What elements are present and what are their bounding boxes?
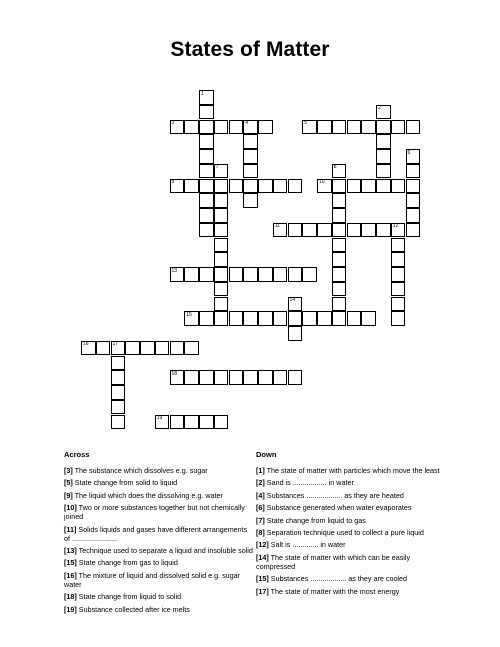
grid-cell[interactable] bbox=[155, 341, 170, 356]
grid-cell[interactable] bbox=[391, 267, 406, 282]
grid-cell[interactable] bbox=[317, 311, 332, 326]
grid-cell[interactable] bbox=[243, 267, 258, 282]
grid-cell[interactable] bbox=[347, 311, 362, 326]
clue-number-label: [18] bbox=[64, 592, 77, 602]
clue-number-label: [6] bbox=[256, 503, 265, 513]
grid-cell[interactable] bbox=[199, 134, 214, 149]
grid-cell[interactable] bbox=[332, 267, 347, 282]
grid-cell[interactable] bbox=[258, 370, 273, 385]
grid-cell[interactable] bbox=[302, 223, 317, 238]
grid-cell[interactable] bbox=[170, 370, 185, 385]
grid-cell[interactable] bbox=[406, 164, 421, 179]
grid-cell[interactable] bbox=[199, 415, 214, 430]
clue-number: 6 bbox=[407, 149, 411, 156]
grid-cell[interactable] bbox=[302, 267, 317, 282]
clue-text: Substance generated when water evaporates bbox=[264, 503, 412, 513]
clue-number: 7 bbox=[215, 164, 219, 171]
clue-number-label: [2] bbox=[256, 478, 265, 488]
clue-number: 8 bbox=[333, 164, 337, 171]
clue-text: Sand is ................. in water bbox=[264, 478, 354, 488]
across-clue bbox=[64, 491, 254, 500]
clue-text: The state of matter with which can be easily compressed bbox=[256, 552, 411, 571]
clue-text: State change from liquid to gas bbox=[264, 515, 366, 525]
grid-cell[interactable] bbox=[406, 208, 421, 223]
down-clue bbox=[256, 553, 446, 571]
grid-cell[interactable] bbox=[140, 341, 155, 356]
clue-number: 9 bbox=[171, 179, 175, 185]
grid-cell[interactable] bbox=[199, 370, 214, 385]
grid-cell[interactable] bbox=[406, 120, 421, 135]
across-clue bbox=[64, 571, 254, 589]
across-clue bbox=[64, 592, 254, 601]
grid-cell[interactable] bbox=[229, 311, 244, 326]
grid-cell[interactable] bbox=[170, 415, 185, 430]
grid-cell[interactable] bbox=[302, 120, 317, 135]
grid-cell[interactable] bbox=[317, 223, 332, 238]
grid-cell[interactable] bbox=[376, 105, 391, 120]
grid-cell[interactable] bbox=[243, 149, 258, 164]
grid-cell[interactable] bbox=[406, 179, 421, 194]
grid-cell[interactable] bbox=[332, 252, 347, 267]
grid-cell[interactable] bbox=[376, 149, 391, 164]
grid-cell[interactable] bbox=[332, 179, 347, 194]
grid-cell[interactable] bbox=[391, 282, 406, 297]
grid-cell[interactable] bbox=[229, 179, 244, 194]
clue-text: The mixture of liquid and dissolved solid e.g. sugar water bbox=[64, 570, 241, 589]
clue-number-label: [15] bbox=[64, 558, 77, 568]
grid-cell[interactable] bbox=[273, 223, 288, 238]
grid-cell[interactable] bbox=[229, 267, 244, 282]
grid-cell[interactable] bbox=[111, 356, 126, 371]
grid-cell[interactable] bbox=[184, 370, 199, 385]
clue-number: 11 bbox=[274, 223, 280, 230]
clue-number: 17 bbox=[112, 341, 119, 348]
grid-cell[interactable] bbox=[184, 120, 199, 135]
clue-text: The state of matter with the most energy bbox=[268, 586, 400, 596]
clue-number-label: [15] bbox=[256, 574, 269, 584]
grid-cell[interactable] bbox=[361, 311, 376, 326]
grid-cell[interactable] bbox=[184, 267, 199, 282]
clue-number: 4 bbox=[245, 120, 249, 126]
grid-cell[interactable] bbox=[184, 311, 199, 326]
grid-cell[interactable] bbox=[81, 341, 96, 356]
clue-text: Substance collected after ice melts bbox=[76, 604, 190, 614]
grid-cell[interactable] bbox=[317, 179, 332, 194]
grid-cell[interactable] bbox=[214, 370, 229, 385]
grid-cell[interactable] bbox=[243, 193, 258, 208]
grid-cell[interactable] bbox=[391, 179, 406, 194]
grid-cell[interactable] bbox=[170, 120, 185, 135]
grid-cell[interactable] bbox=[199, 193, 214, 208]
grid-cell[interactable] bbox=[273, 311, 288, 326]
clue-number: 3 bbox=[171, 120, 175, 126]
grid-cell[interactable] bbox=[111, 415, 126, 430]
clue-number-label: [13] bbox=[64, 545, 77, 555]
grid-cell[interactable] bbox=[391, 238, 406, 253]
clue-number-label: [9] bbox=[64, 490, 73, 500]
grid-cell[interactable] bbox=[170, 179, 185, 194]
clue-number-label: [19] bbox=[64, 604, 77, 614]
grid-cell[interactable] bbox=[391, 297, 406, 312]
grid-cell[interactable] bbox=[332, 120, 347, 135]
grid-cell[interactable] bbox=[243, 134, 258, 149]
grid-cell[interactable] bbox=[199, 149, 214, 164]
grid-cell[interactable] bbox=[317, 120, 332, 135]
down-clue bbox=[256, 587, 446, 596]
across-clue bbox=[64, 558, 254, 567]
clue-number-label: [16] bbox=[64, 570, 77, 580]
clue-number: 15 bbox=[186, 311, 192, 318]
grid-cell[interactable] bbox=[376, 179, 391, 194]
grid-cell[interactable] bbox=[243, 164, 258, 179]
grid-cell[interactable] bbox=[302, 311, 317, 326]
grid-cell[interactable] bbox=[111, 400, 126, 415]
down-clue bbox=[256, 540, 446, 549]
clue-number-label: [4] bbox=[256, 490, 265, 500]
clue-text: Salt is ............. in water bbox=[268, 540, 346, 550]
grid-cell[interactable] bbox=[199, 120, 214, 135]
grid-cell[interactable] bbox=[332, 208, 347, 223]
grid-cell[interactable] bbox=[199, 311, 214, 326]
grid-cell[interactable] bbox=[214, 193, 229, 208]
down-clue bbox=[256, 574, 446, 583]
grid-cell[interactable] bbox=[332, 223, 347, 238]
clue-text: The state of matter with particles which move the least bbox=[264, 466, 440, 475]
clue-number: 13 bbox=[171, 267, 178, 274]
clue-number: 12 bbox=[392, 223, 399, 230]
clue-number-label: [10] bbox=[64, 503, 77, 513]
clue-number: 1 bbox=[201, 90, 204, 97]
grid-cell[interactable] bbox=[96, 341, 111, 356]
grid-cell[interactable] bbox=[243, 179, 258, 194]
clue-text: Substances .................. as they are heated bbox=[264, 490, 404, 500]
grid-cell[interactable] bbox=[258, 179, 273, 194]
down-clue bbox=[256, 503, 446, 512]
grid-cell[interactable] bbox=[155, 415, 170, 430]
grid-cell[interactable] bbox=[258, 311, 273, 326]
grid-cell[interactable] bbox=[214, 297, 229, 312]
grid-cell[interactable] bbox=[376, 223, 391, 238]
clue-number-label: [5] bbox=[64, 478, 73, 488]
grid-cell[interactable] bbox=[214, 252, 229, 267]
grid-cell[interactable] bbox=[184, 179, 199, 194]
clue-number-label: [1] bbox=[256, 466, 265, 475]
grid-cell[interactable] bbox=[243, 120, 258, 135]
grid-cell[interactable] bbox=[332, 164, 347, 179]
grid-cell[interactable] bbox=[288, 311, 303, 326]
grid-cell[interactable] bbox=[199, 164, 214, 179]
clue-text: State change from liquid to solid bbox=[76, 592, 182, 602]
puzzle-title: States of Matter bbox=[170, 38, 330, 61]
clue-number: 16 bbox=[83, 341, 89, 348]
grid-cell[interactable] bbox=[406, 193, 421, 208]
grid-cell[interactable] bbox=[184, 415, 199, 430]
grid-cell[interactable] bbox=[332, 297, 347, 312]
clue-number-label: [8] bbox=[256, 527, 265, 537]
grid-cell[interactable] bbox=[288, 267, 303, 282]
clue-text: Two or more substances together but not chemically joined bbox=[64, 503, 245, 522]
clue-number: 18 bbox=[171, 370, 178, 377]
grid-cell[interactable] bbox=[184, 341, 199, 356]
grid-cell[interactable] bbox=[288, 223, 303, 238]
grid-cell[interactable] bbox=[199, 267, 214, 282]
across-heading: Across bbox=[64, 450, 90, 459]
down-clue bbox=[256, 466, 446, 475]
grid-cell[interactable] bbox=[258, 120, 273, 135]
grid-cell[interactable] bbox=[111, 385, 126, 400]
grid-cell[interactable] bbox=[406, 223, 421, 238]
grid-cell[interactable] bbox=[199, 208, 214, 223]
grid-cell[interactable] bbox=[332, 282, 347, 297]
across-clue bbox=[64, 478, 254, 487]
clue-number: 10 bbox=[319, 179, 325, 185]
grid-cell[interactable] bbox=[376, 134, 391, 149]
grid-cell[interactable] bbox=[258, 267, 273, 282]
grid-cell[interactable] bbox=[347, 120, 362, 135]
down-clue bbox=[256, 528, 446, 537]
grid-cell[interactable] bbox=[111, 341, 126, 356]
clue-text: Separation technique used to collect a pure liquid bbox=[264, 527, 424, 537]
grid-cell[interactable] bbox=[361, 223, 376, 238]
clue-number-label: [3] bbox=[64, 466, 73, 475]
clue-number: 5 bbox=[304, 120, 308, 126]
grid-cell[interactable] bbox=[199, 223, 214, 238]
grid-cell[interactable] bbox=[229, 370, 244, 385]
grid-cell[interactable] bbox=[288, 297, 303, 312]
clue-number-label: [14] bbox=[256, 552, 269, 562]
clue-number: 2 bbox=[378, 105, 381, 112]
grid-cell[interactable] bbox=[376, 164, 391, 179]
grid-cell[interactable] bbox=[214, 223, 229, 238]
grid-cell[interactable] bbox=[214, 267, 229, 282]
grid-cell[interactable] bbox=[214, 415, 229, 430]
clue-number-label: [17] bbox=[256, 586, 269, 596]
grid-cell[interactable] bbox=[332, 311, 347, 326]
grid-cell[interactable] bbox=[347, 223, 362, 238]
grid-cell[interactable] bbox=[273, 370, 288, 385]
grid-cell[interactable] bbox=[214, 120, 229, 135]
grid-cell[interactable] bbox=[273, 179, 288, 194]
clue-number-label: [11] bbox=[64, 524, 77, 534]
clue-number-label: [12] bbox=[256, 540, 269, 550]
grid-cell[interactable] bbox=[347, 179, 362, 194]
clue-text: Substances .................. as they are cooled bbox=[268, 574, 408, 584]
grid-cell[interactable] bbox=[288, 179, 303, 194]
clue-text: Technique used to separate a liquid and insoluble solid bbox=[76, 545, 253, 555]
clue-number: 19 bbox=[156, 415, 163, 421]
grid-cell[interactable] bbox=[288, 370, 303, 385]
down-clue-list bbox=[256, 466, 446, 599]
clue-text: The substance which dissolves e.g. sugar bbox=[72, 466, 208, 475]
grid-cell[interactable] bbox=[391, 223, 406, 238]
across-clue bbox=[64, 466, 254, 475]
grid-cell[interactable] bbox=[199, 90, 214, 105]
grid-cell[interactable] bbox=[214, 179, 229, 194]
grid-cell[interactable] bbox=[361, 179, 376, 194]
grid-cell[interactable] bbox=[376, 120, 391, 135]
grid-cell[interactable] bbox=[332, 193, 347, 208]
grid-cell[interactable] bbox=[214, 238, 229, 253]
grid-cell[interactable] bbox=[361, 120, 376, 135]
across-clue-list bbox=[64, 466, 254, 617]
grid-cell[interactable] bbox=[229, 120, 244, 135]
down-clue bbox=[256, 516, 446, 525]
grid-cell[interactable] bbox=[170, 267, 185, 282]
grid-cell[interactable] bbox=[391, 120, 406, 135]
grid-cell[interactable] bbox=[214, 164, 229, 179]
grid-cell[interactable] bbox=[199, 105, 214, 120]
across-clue bbox=[64, 525, 254, 543]
grid-cell[interactable] bbox=[288, 326, 303, 341]
grid-cell[interactable] bbox=[391, 252, 406, 267]
grid-cell[interactable] bbox=[243, 370, 258, 385]
grid-cell[interactable] bbox=[170, 341, 185, 356]
across-clue bbox=[64, 605, 254, 614]
clue-text: State change from solid to liquid bbox=[72, 478, 178, 488]
grid-cell[interactable] bbox=[243, 311, 258, 326]
clue-number: 14 bbox=[289, 297, 296, 303]
across-clue bbox=[64, 503, 254, 521]
grid-cell[interactable] bbox=[332, 238, 347, 253]
down-clue bbox=[256, 491, 446, 500]
clue-text: Solids liquids and gases have different arrangements of ....................... bbox=[64, 524, 248, 543]
down-clue bbox=[256, 478, 446, 487]
clue-text: The liquid which does the dissolving e.g. water bbox=[72, 490, 223, 500]
clue-number-label: [7] bbox=[256, 515, 265, 525]
grid-cell[interactable] bbox=[214, 311, 229, 326]
grid-cell[interactable] bbox=[214, 282, 229, 297]
grid-cell[interactable] bbox=[406, 149, 421, 164]
grid-cell[interactable] bbox=[273, 267, 288, 282]
grid-cell[interactable] bbox=[214, 208, 229, 223]
grid-cell[interactable] bbox=[199, 179, 214, 194]
clue-text: State change from gas to liquid bbox=[76, 558, 178, 568]
grid-cell[interactable] bbox=[125, 341, 140, 356]
grid-cell[interactable] bbox=[391, 311, 406, 326]
across-clue bbox=[64, 546, 254, 555]
down-heading: Down bbox=[256, 450, 277, 459]
grid-cell[interactable] bbox=[111, 370, 126, 385]
